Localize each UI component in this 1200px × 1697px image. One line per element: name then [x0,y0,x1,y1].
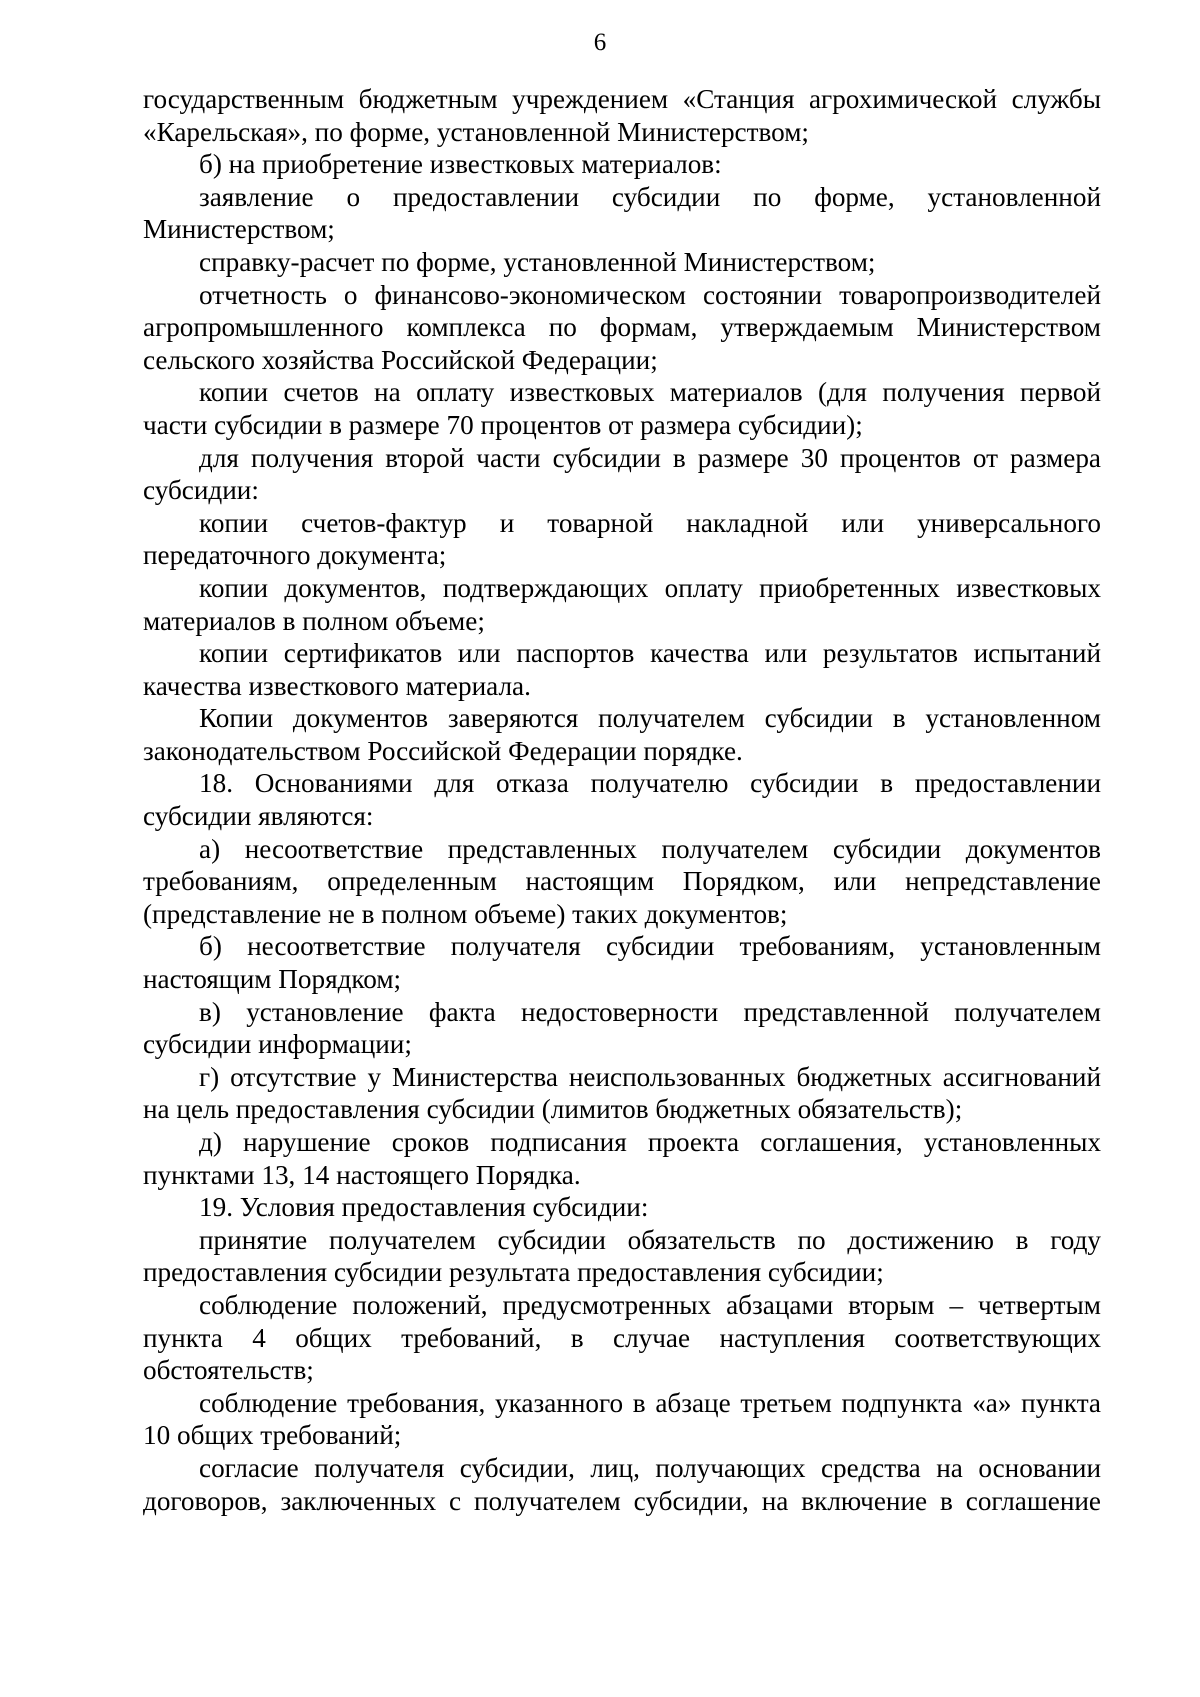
paragraph-item-18d: д) нарушение сроков подписания проекта соглашения, установленных пунктами 13, 14 настоящего Порядка. [143,1127,1101,1190]
paragraph-certificates: копии сертификатов или паспортов качества или результатов испытаний качества известкового материала. [143,638,1101,701]
paragraph-item-18a: а) несоответствие представленных получателем субсидии документов требованиям, определенным настоящим Порядком, или непредставление (представление не в полном объеме) таких документов; [143,833,1101,929]
paragraph-reporting: отчетность о финансово-экономическом состоянии товаропроизводителей агропромышленного комплекса по формам, утверждаемым Министерством сельского хозяйства Российской Федерации; [143,279,1101,375]
paragraph-condition-consent: согласие получателя субсидии, лиц, получающих средства на основании договоров, заключенных с получателем субсидии, на включение в соглашение [143,1452,1101,1516]
paragraph-section-18: 18. Основаниями для отказа получателю субсидии в предоставлении субсидии являются: [143,768,1101,832]
paragraph-condition-obligations: принятие получателем субсидии обязательств по достижению в году предоставления субсидии результата предоставления субсидии; [143,1224,1101,1288]
paragraph-item-18b: б) несоответствие получателя субсидии требованиям, установленным настоящим Порядком; [143,931,1101,995]
paragraph-payment-docs: копии документов, подтверждающих оплату приобретенных известковых материалов в полном объеме; [143,572,1101,636]
paragraph-invoice-copies: копии счетов-фактур и товарной накладной или универсального передаточного документа; [143,507,1101,571]
page-number: 6 [593,29,607,56]
paragraph-item-b: б) на приобретение известковых материалов: [199,149,722,180]
paragraph-section-19: 19. Условия предоставления субсидии: [199,1192,649,1223]
paragraph-invoices: копии счетов на оплату известковых материалов (для получения первой части субсидии в размере 70 процентов от размера субсидии); [143,377,1101,440]
document-body [143,83,1101,1517]
paragraph-second-part: для получения второй части субсидии в размере 30 процентов от размера субсидии: [143,442,1101,506]
paragraph-condition-provisions: соблюдение положений, предусмотренных абзацами вторым – четвертым пункта 4 общих требований, в случае наступления соответствующих обстоятельств; [143,1289,1101,1386]
paragraph-certification: Копии документов заверяются получателем субсидии в установленном законодательством Российской Федерации порядке. [143,703,1101,766]
paragraph-continuation: государственным бюджетным учреждением «Станция агрохимической службы «Карельская», по форме, установленной Министерством; [143,84,1101,147]
paragraph-item-18g: г) отсутствие у Министерства неиспользованных бюджетных ассигнований на цель предоставления субсидии (лимитов бюджетных обязательств); [143,1061,1101,1125]
paragraph-calculation: справку-расчет по форме, установленной Министерством; [199,246,876,277]
paragraph-application: заявление о предоставлении субсидии по форме, установленной Министерством; [143,181,1101,245]
paragraph-condition-requirement: соблюдение требования, указанного в абзаце третьем подпункта «а» пункта 10 общих требований; [143,1387,1101,1451]
paragraph-item-18v: в) установление факта недостоверности представленной получателем субсидии информации; [143,996,1101,1060]
